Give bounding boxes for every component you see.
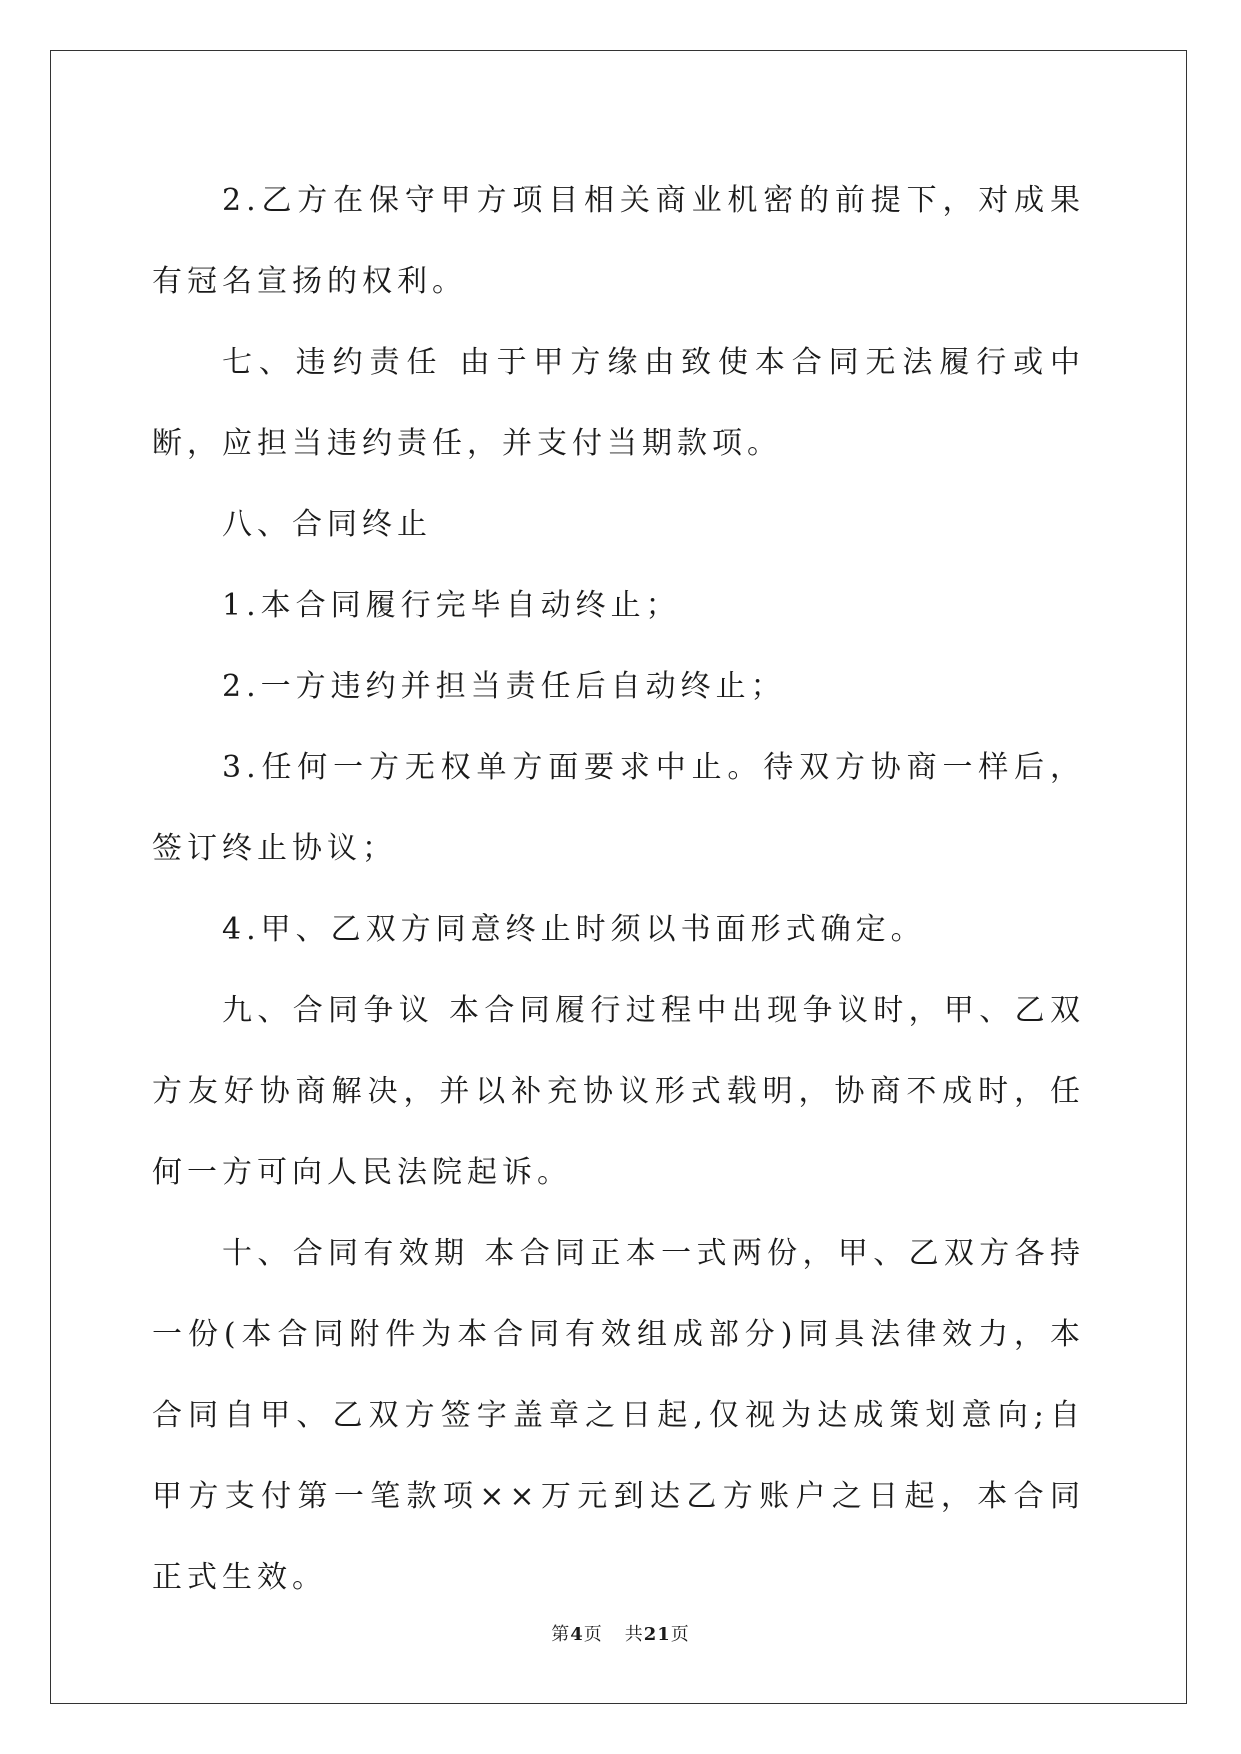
footer-total-suffix: 页 bbox=[670, 1624, 690, 1645]
footer-page-word: 页 bbox=[583, 1624, 603, 1645]
document-body bbox=[152, 160, 1085, 1618]
page-footer bbox=[0, 1620, 1241, 1646]
paragraph-6: 3.任何一方无权单方面要求中止。待双方协商一样后，签订终止协议； bbox=[152, 750, 1085, 866]
current-page-number: 4 bbox=[570, 1624, 584, 1645]
paragraph-1: 2.乙方在保守甲方项目相关商业机密的前提下，对成果有冠名宣扬的权利。 bbox=[152, 183, 1085, 299]
paragraph-8: 九、合同争议 本合同履行过程中出现争议时，甲、乙双方友好协商解决，并以补充协议形式载明，协商不成时，任何一方可向人民法院起诉。 bbox=[152, 993, 1085, 1190]
footer-total-prefix: 共 bbox=[624, 1624, 644, 1645]
paragraph-5: 2.一方违约并担当责任后自动终止； bbox=[222, 669, 786, 704]
paragraph-7: 4.甲、乙双方同意终止时须以书面形式确定。 bbox=[222, 912, 926, 947]
paragraph-3: 八、合同终止 bbox=[222, 507, 432, 542]
total-pages-number: 21 bbox=[643, 1624, 671, 1645]
paragraph-4: 1.本合同履行完毕自动终止； bbox=[222, 588, 681, 623]
paragraph-2: 七、违约责任 由于甲方缘由致使本合同无法履行或中断，应担当违约责任，并支付当期款项。 bbox=[152, 345, 1085, 461]
paragraph-9: 十、合同有效期 本合同正本一式两份，甲、乙双方各持一份(本合同附件为本合同有效组成部分)同具法律效力，本合同自甲、乙双方签字盖章之日起,仅视为达成策划意向;自甲方支付第一笔款项××万元到达乙方账户之日起，本合同正式生效。 bbox=[152, 1236, 1085, 1595]
footer-prefix: 第 bbox=[551, 1624, 571, 1645]
